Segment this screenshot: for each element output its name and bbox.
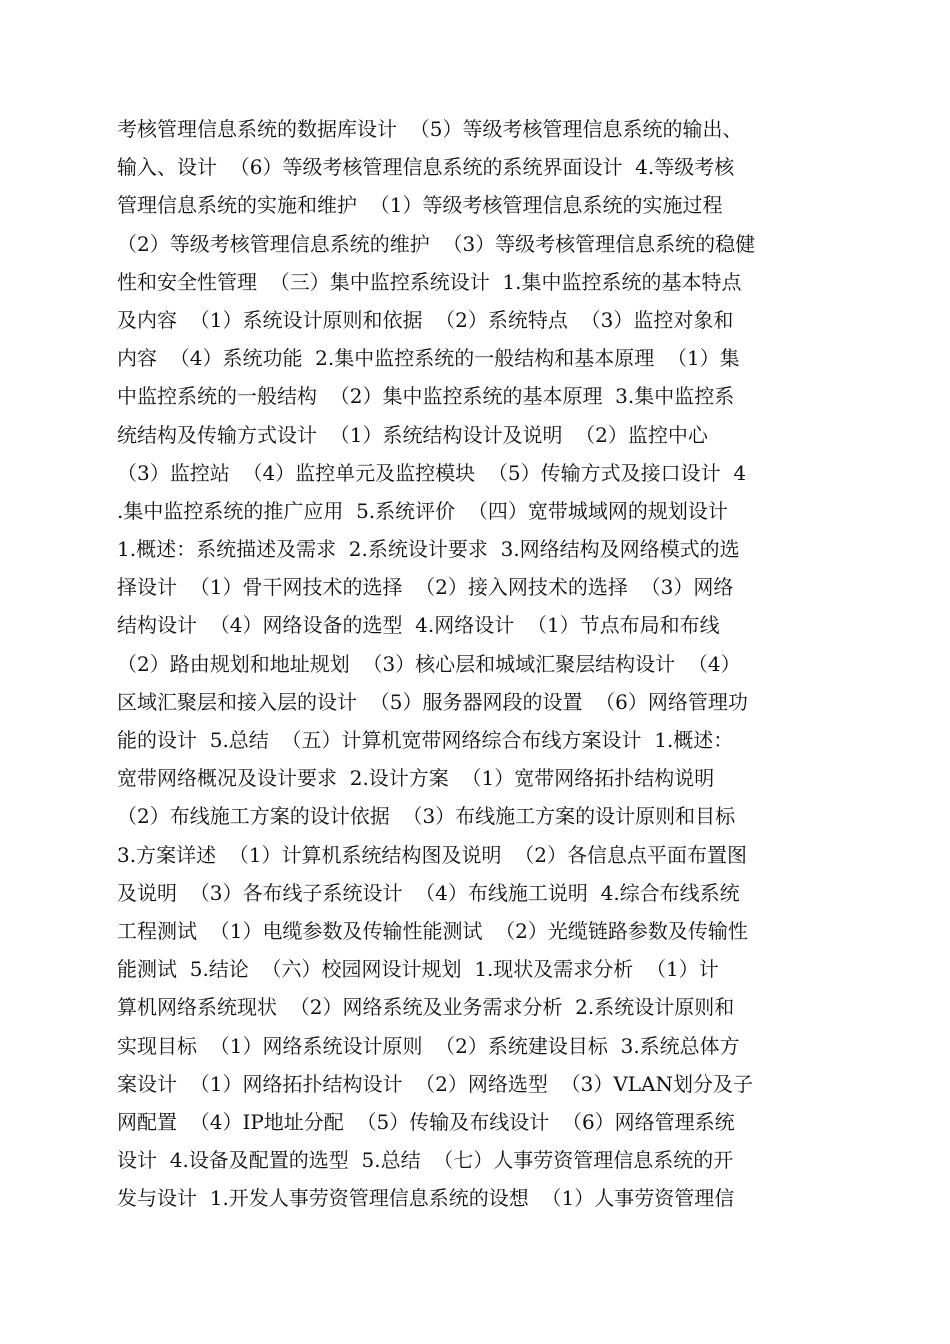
text-line: 发与设计 1.开发人事劳资管理信息系统的设想 （1）人事劳资管理信 bbox=[117, 1186, 735, 1211]
text-line: 能的设计 5.总结 （五）计算机宽带网络综合布线方案设计 1.概述： bbox=[117, 728, 734, 752]
text-line: （3）监控站 （4）监控单元及监控模块 （5）传输方式及接口设计 4 bbox=[117, 460, 747, 485]
text-line: 考核管理信息系统的数据库设计 （5）等级考核管理信息系统的输出、 bbox=[117, 117, 743, 141]
text-line: 及内容 （1）系统设计原则和依据 （2）系统特点 （3）监控对象和 bbox=[117, 307, 734, 332]
text-line: 及说明 （3）各布线子系统设计 （4）布线施工说明 4.综合布线系统 bbox=[117, 880, 740, 905]
text-line: 工程测试 （1）电缆参数及传输性能测试 （2）光缆链路参数及传输性 bbox=[117, 918, 748, 943]
text-line: 算机网络系统现状 （2）网络系统及业务需求分析 2.系统设计原则和 bbox=[117, 995, 735, 1020]
text-line: 案设计 （1）网络拓扑结构设计 （2）网络选型 （3）VLAN划分及子 bbox=[117, 1071, 753, 1096]
text-line: 内容 （4）系统功能 2.集中监控系统的一般结构和基本原理 （1）集 bbox=[117, 346, 740, 371]
text-line: （2）布线施工方案的设计依据 （3）布线施工方案的设计原则和目标 bbox=[117, 804, 736, 829]
text-line: 网配置 （4）IP地址分配 （5）传输及布线设计 （6）网络管理系统 bbox=[117, 1109, 735, 1134]
text-line: 择设计 （1）骨干网技术的选择 （2）接入网技术的选择 （3）网络 bbox=[117, 575, 734, 600]
text-line: 统结构及传输方式设计 （1）系统结构设计及说明 （2）监控中心 bbox=[117, 422, 708, 447]
text-line: 中监控系统的一般结构 （2）集中监控系统的基本原理 3.集中监控系 bbox=[117, 384, 735, 409]
text-line: 实现目标 （1）网络系统设计原则 （2）系统建设目标 3.系统总体方 bbox=[117, 1033, 740, 1058]
text-line: 3.方案详述 （1）计算机系统结构图及说明 （2）各信息点平面布置图 bbox=[117, 842, 747, 867]
body-text bbox=[117, 110, 833, 1217]
text-line: 输入、设计 （6）等级考核管理信息系统的系统界面设计 4.等级考核 bbox=[117, 155, 735, 180]
text-line: 1.概述：系统描述及需求 2.系统设计要求 3.网络结构及网络模式的选 bbox=[117, 537, 740, 562]
text-line: （2）路由规划和地址规划 （3）核心层和城域汇聚层结构设计 （4） bbox=[117, 651, 741, 676]
text-line: 结构设计 （4）网络设备的选型 4.网络设计 （1）节点布局和布线 bbox=[117, 613, 720, 638]
text-line: 区域汇聚层和接入层的设计 （5）服务器网段的设置 （6）网络管理功 bbox=[117, 689, 748, 714]
text-line: 能测试 5.结论 （六）校园网设计规划 1.现状及需求分析 （1）计 bbox=[117, 957, 719, 982]
text-line: 性和安全性管理 （三）集中监控系统设计 1.集中监控系统的基本特点 bbox=[117, 269, 742, 294]
text-line: 管理信息系统的实施和维护 （1）等级考核管理信息系统的实施过程 bbox=[117, 193, 723, 218]
text-line: （2）等级考核管理信息系统的维护 （3）等级考核管理信息系统的稳健 bbox=[117, 231, 756, 256]
text-line: 宽带网络概况及设计要求 2.设计方案 （1）宽带网络拓扑结构说明 bbox=[117, 766, 715, 791]
text-line: 设计 4.设备及配置的选型 5.总结 （七）人事劳资管理信息系统的开 bbox=[117, 1148, 734, 1173]
text-line: .集中监控系统的推广应用 5.系统评价 （四）宽带城域网的规划设计 bbox=[117, 498, 728, 523]
